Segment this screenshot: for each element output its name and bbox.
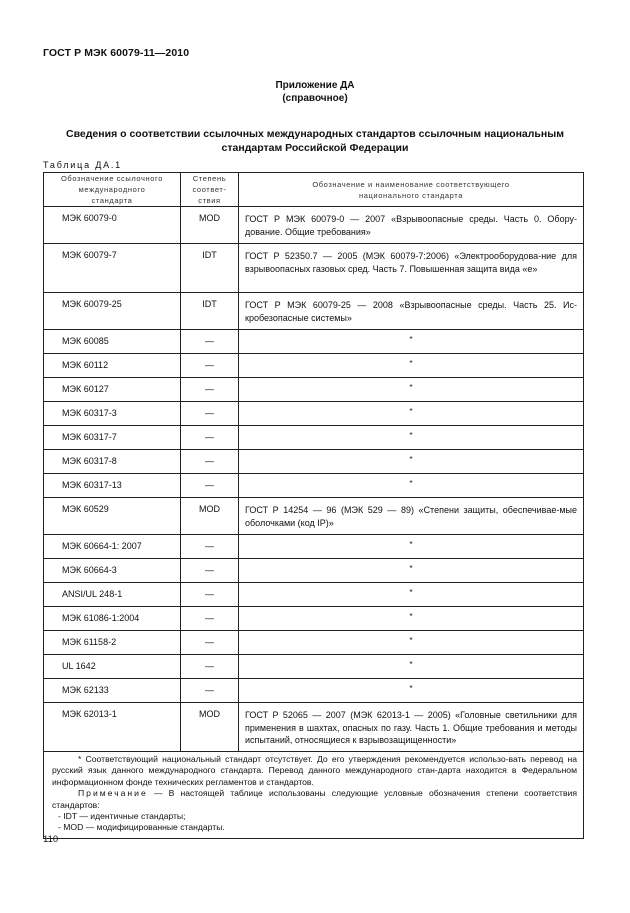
international-standard-cell: UL 1642 [44,655,181,679]
degree-cell: MOD [181,498,239,535]
column-header-degree: Степень соответ-ствия [181,173,239,207]
degree-cell: — [181,426,239,450]
correspondence-table [43,172,584,839]
degree-cell: — [181,655,239,679]
national-standard-cell: * [239,402,584,426]
international-standard-cell: МЭК 61086-1:2004 [44,607,181,631]
table-row [44,583,584,607]
degree-cell: — [181,354,239,378]
note-item-idt: - IDT — идентичные стандарты; [58,811,186,822]
national-standard-cell: * [239,559,584,583]
international-standard-cell: МЭК 60079-25 [44,293,181,330]
international-standard-cell: МЭК 61158-2 [44,631,181,655]
degree-cell: — [181,330,239,354]
footnote: * Соответствующий национальный стандарт отсутствует. До его утверждения рекомендуется использо-вать перевод на русский язык данного международного стандарта. Перевод данного международного стан-дарта находится в Федеральном информационном фонде технических регламентов и стандартов. [52,754,577,787]
table-row [44,607,584,631]
note-label: Примечание [78,788,148,799]
national-standard-cell: * [239,450,584,474]
table-row [44,378,584,402]
international-standard-cell: МЭК 60079-7 [44,244,181,293]
international-standard-cell: МЭК 60664-3 [44,559,181,583]
degree-cell: — [181,559,239,583]
national-standard-cell: * [239,583,584,607]
international-standard-cell: МЭК 60529 [44,498,181,535]
international-standard-cell: МЭК 60317-7 [44,426,181,450]
degree-cell: — [181,535,239,559]
international-standard-cell: МЭК 60317-13 [44,474,181,498]
national-standard-cell: ГОСТ Р 52065 — 2007 (МЭК 62013-1 — 2005) «Головные светильники для применения в шахтах, опасных по газу. Часть 1. Общие требования и методы испытаний, относящиеся к взрывозащищенности» [239,703,584,752]
degree-cell: — [181,450,239,474]
table-row [44,354,584,378]
degree-cell: — [181,583,239,607]
national-standard-cell: * [239,474,584,498]
national-standard-cell: ГОСТ Р 14254 — 96 (МЭК 529 — 89) «Степени защиты, обеспечивае-мые оболочками (код IP)» [239,498,584,535]
table-notes [44,752,584,839]
international-standard-cell: ANSI/UL 248-1 [44,583,181,607]
table-row [44,426,584,450]
document-code: ГОСТ Р МЭК 60079-11—2010 [43,47,190,59]
table-label: Таблица ДА.1 [43,160,122,170]
degree-cell: — [181,631,239,655]
national-standard-cell: ГОСТ Р МЭК 60079-0 — 2007 «Взрывоопасные среды. Часть 0. Обору-дование. Общие требования» [239,207,584,244]
table-row [44,402,584,426]
appendix-name: Приложение ДА [275,80,355,91]
table-row [44,244,584,293]
degree-cell: IDT [181,244,239,293]
appendix-kind: (справочное) [282,93,348,104]
note-text: — В настоящей таблице использованы следующие условные обозначения степени соответствия стандартов: [52,788,577,810]
table-row [44,631,584,655]
national-standard-cell: * [239,330,584,354]
table-row [44,450,584,474]
national-standard-cell: ГОСТ Р 52350.7 — 2005 (МЭК 60079-7:2006) «Электрооборудова-ние для взрывоопасных газовых сред. Часть 7. Повышенная защита вида «е» [239,244,584,293]
table-row [44,330,584,354]
national-standard-cell: * [239,655,584,679]
section-title: Сведения о соответствии ссылочных международных стандартов ссылочным национальным стандартам Российской Федерации [66,128,564,154]
page-number: 110 [43,834,59,845]
international-standard-cell: МЭК 60317-3 [44,402,181,426]
national-standard-cell: ГОСТ Р МЭК 60079-25 — 2008 «Взрывоопасные среды. Часть 25. Ис-кробезопасные системы» [239,293,584,330]
degree-cell: — [181,474,239,498]
degree-cell: — [181,402,239,426]
table-row [44,655,584,679]
degree-cell: MOD [181,703,239,752]
national-standard-cell: * [239,607,584,631]
national-standard-cell: * [239,378,584,402]
international-standard-cell: МЭК 60112 [44,354,181,378]
table-row [44,207,584,244]
table-row [44,498,584,535]
table-row [44,535,584,559]
international-standard-cell: МЭК 60127 [44,378,181,402]
table-row [44,474,584,498]
national-standard-cell: * [239,679,584,703]
table-row [44,703,584,752]
national-standard-cell: * [239,354,584,378]
international-standard-cell: МЭК 62013-1 [44,703,181,752]
column-header-national: Обозначение и наименование соответствующего национального стандарта [239,173,584,207]
national-standard-cell: * [239,535,584,559]
international-standard-cell: МЭК 62133 [44,679,181,703]
degree-cell: MOD [181,207,239,244]
column-header-international: Обозначение ссылочного международного стандарта [44,173,181,207]
national-standard-cell: * [239,631,584,655]
international-standard-cell: МЭК 60085 [44,330,181,354]
degree-cell: — [181,679,239,703]
national-standard-cell: * [239,426,584,450]
table-row [44,679,584,703]
table-row [44,293,584,330]
note [52,788,577,811]
international-standard-cell: МЭК 60079-0 [44,207,181,244]
international-standard-cell: МЭК 60317-8 [44,450,181,474]
degree-cell: — [181,607,239,631]
international-standard-cell: МЭК 60664-1: 2007 [44,535,181,559]
note-item-mod: - MOD — модифицированные стандарты. [58,822,225,833]
table-body [44,207,584,752]
table-row [44,559,584,583]
degree-cell: IDT [181,293,239,330]
degree-cell: — [181,378,239,402]
